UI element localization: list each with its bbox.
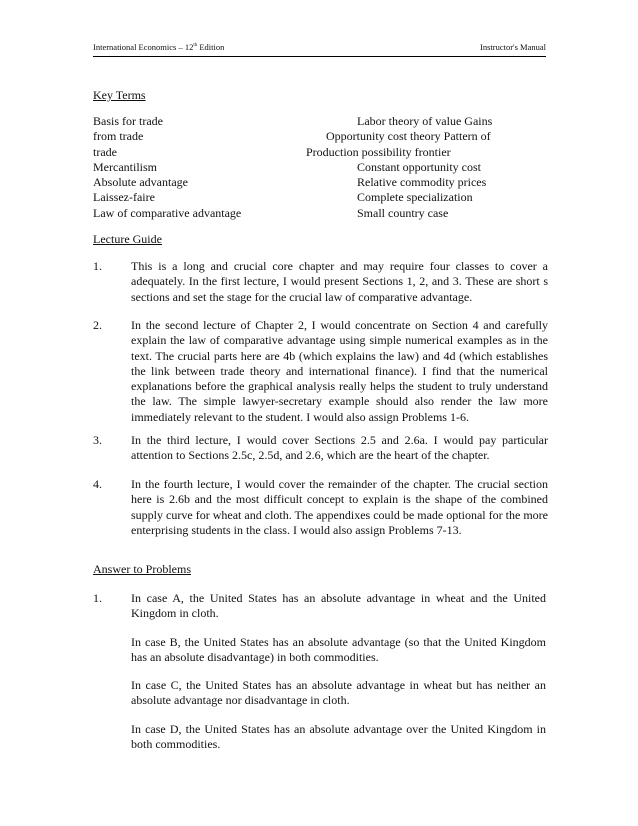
key-term-right: Complete specialization [357, 190, 473, 205]
item-text: In the second lecture of Chapter 2, I would concentrate on Section 4 and carefully explain the law of comparative advantage using simple numerical examples as in the text. The crucial parts here are 4b (which explains the law) and 4d (which establishes the link between trade theory and international finance). I find that the numerical explanations before the graphical analysis really helps the student to truly understand the law. The simple lawyer-secretary example should also render the law more immediately relevant to the student. I would also assign Problems 1-6. [131, 318, 548, 424]
key-term-left: from trade [93, 129, 144, 144]
key-term-row [93, 114, 546, 129]
answer-paragraph: In case D, the United States has an absolute advantage over the United Kingdom in both commodities. [131, 721, 546, 752]
answers-heading: Answer to Problems [93, 562, 191, 576]
key-term-row [93, 160, 546, 175]
key-terms-heading: Key Terms [93, 88, 146, 102]
answer-paragraph: In case C, the United States has an absolute advantage in wheat but has neither an absolute advantage nor disadvantage in cloth. [131, 678, 546, 708]
key-term-left: trade [93, 144, 117, 159]
lecture-guide-item [93, 433, 548, 464]
key-term-left: Absolute advantage [93, 175, 188, 190]
item-number: 3. [93, 433, 102, 447]
key-term-right: Opportunity cost theory Pattern of [326, 129, 491, 144]
key-terms-list [93, 114, 546, 221]
item-number: 1. [93, 591, 102, 605]
key-term-left: Laissez-faire [93, 190, 155, 205]
lecture-guide-heading: Lecture Guide [93, 232, 162, 246]
key-term-left: Mercantilism [93, 159, 157, 174]
key-term-row [93, 129, 546, 144]
key-term-row [93, 145, 546, 160]
key-term-row [93, 206, 546, 221]
header-edition: Edition [197, 42, 225, 52]
item-text: This is a long and crucial core chapter and may require four classes to cover a adequately. In the first lecture, I would present Sections 1, 2, and 3. These are short s sections and set the stage for the crucial law of comparative advantage. [131, 259, 548, 304]
item-number: 1. [93, 259, 102, 273]
header-rule [93, 56, 546, 57]
answer-paragraphs [131, 591, 546, 752]
header-edition-suffix: th [193, 43, 198, 49]
answer-item [93, 591, 546, 752]
header-title: International Economics – 12 [93, 42, 194, 52]
lecture-guide-item [93, 259, 548, 305]
item-text: In the fourth lecture, I would cover the remainder of the chapter. The crucial section here is 2.6b and the most difficult concept to explain is the shape of the combined supply curve for wheat and cloth. The appendixes could be made optional for the more enterprising students in the class. I would also assign Problems 7-13. [131, 477, 548, 537]
key-term-right: Production possibility frontier [306, 144, 451, 159]
key-term-left: Basis for trade [93, 114, 163, 128]
lecture-guide-item [93, 318, 548, 425]
running-header-right: Instructor's Manual [480, 42, 546, 52]
key-term-right: Small country case [357, 205, 449, 220]
item-number: 4. [93, 477, 102, 491]
key-term-right: Labor theory of value Gains [357, 114, 493, 128]
lecture-guide-item [93, 477, 548, 538]
key-term-row [93, 190, 546, 205]
answer-paragraph: In case A, the United States has an absolute advantage in wheat and the United Kingdom in cloth. [131, 591, 546, 621]
item-number: 2. [93, 318, 102, 332]
item-text: In the third lecture, I would cover Sections 2.5 and 2.6a. I would pay particular attention to Sections 2.5c, 2.5d, and 2.6, which are the heart of the chapter. [131, 433, 548, 463]
key-term-right: Relative commodity prices [357, 175, 487, 190]
answer-paragraph: In case B, the United States has an absolute advantage (so that the United Kingdom has an absolute disadvantage) in both commodities. [131, 634, 546, 664]
key-term-left: Law of comparative advantage [93, 205, 242, 220]
running-header-left [93, 42, 224, 52]
key-term-row [93, 175, 546, 190]
key-term-right: Constant opportunity cost [357, 159, 481, 174]
